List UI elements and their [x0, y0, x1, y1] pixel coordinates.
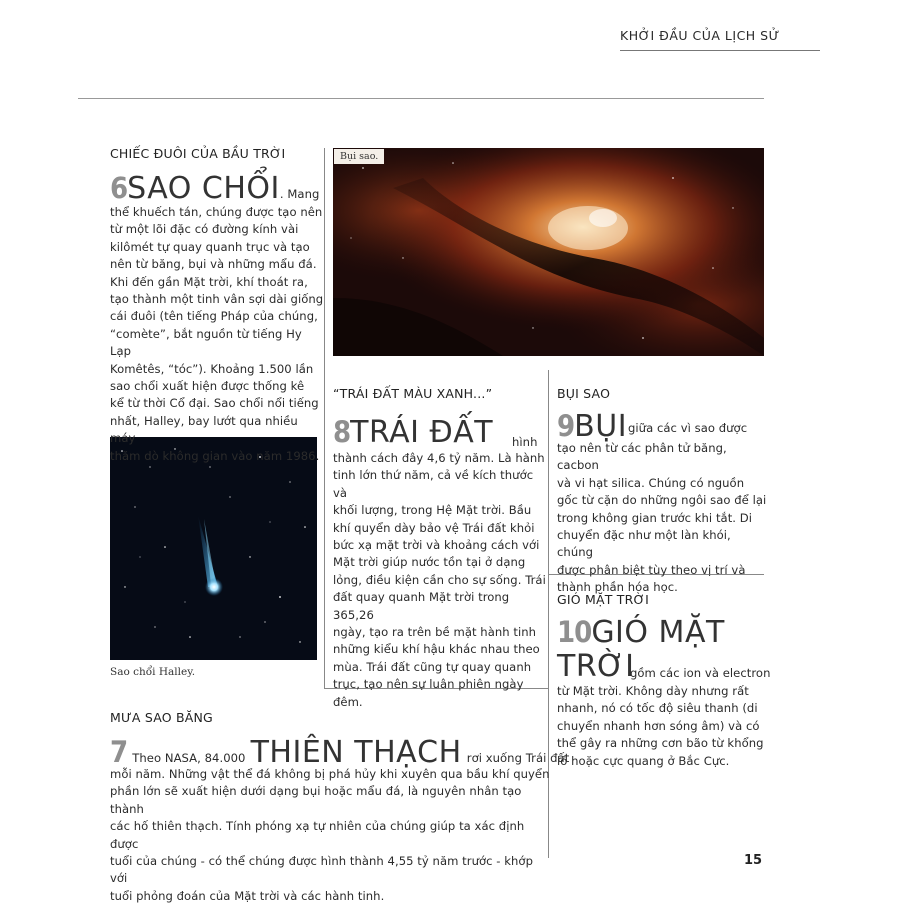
top-divider [78, 98, 764, 99]
comet-line: kilômét tự quay quanh trục và tạo [110, 239, 310, 254]
earth-kicker: “TRÁI ĐẤT MÀU XANH...” [333, 386, 493, 401]
earth-number: 8 [333, 415, 351, 449]
earth-body [333, 450, 548, 711]
meteor-pre-words: Theo NASA, 84.000 [132, 751, 246, 765]
comet-line: nên từ băng, bụi và những mẩu đá. [110, 257, 317, 272]
meteor-number: 7 [110, 735, 128, 769]
comet-line: thăm dò không gian vào năm 1986. [110, 448, 320, 463]
comet-first-words: . Mang [279, 187, 320, 201]
comet-body [110, 204, 325, 465]
earth-line: những kiểu khí hậu khác nhau theo [333, 642, 540, 657]
meteor-title: THIÊN THẠCH [250, 735, 462, 770]
comet-line: cái đuôi (tên tiếng Pháp của chúng, [110, 309, 318, 324]
comet-line: kể từ thời Cổ đại. Sao chổi nổi tiếng [110, 396, 319, 411]
dust-line: được phân biệt tùy theo vị trí và [557, 562, 746, 577]
running-head-rule [620, 50, 820, 51]
earth-line: ngày, tạo ra trên bề mặt hành tinh [333, 625, 537, 640]
comet-lead [110, 171, 320, 206]
meteor-post-words: rơi xuống Trái đất [466, 751, 570, 765]
dust-line: tạo nên từ các phân tử băng, cacbon [557, 441, 727, 473]
wind-kicker: GIÓ MẶT TRỜI [557, 592, 649, 607]
nebula-caption: Bụi sao. [334, 149, 384, 164]
comet-title: SAO CHỔI [127, 171, 280, 206]
dust-line: gốc từ cặn do những ngôi sao để lại [557, 493, 767, 508]
earth-line: lỏng, điều kiện cần cho sự sống. Trái [333, 572, 546, 587]
comet-line: từ một lõi đặc có đường kính vài [110, 222, 299, 237]
dust-line: chuyển đặc như một làn khói, chúng [557, 528, 731, 560]
earth-first-words: hình [512, 435, 538, 449]
comet-photo [110, 437, 317, 660]
wind-line: chuyển nhanh hơn sóng âm) và có [557, 718, 760, 733]
meteor-line: phần lớn sẽ xuất hiện dưới dạng bụi hoặc mẩu đá, là nguyên nhân tạo thành [110, 784, 522, 816]
earth-line: tinh lớn thứ năm, cả về kích thước và [333, 468, 534, 500]
comet-line: Komêtês, “tóc”). Khoảng 1.500 lần [110, 361, 314, 376]
earth-line: đêm. [333, 694, 363, 709]
earth-line: bức xạ mặt trời và khoảng cách với [333, 538, 540, 553]
earth-line: đất quay quanh Mặt trời trong 365,26 [333, 590, 510, 622]
comet-line: nhất, Halley, bay lướt qua nhiều máy [110, 413, 298, 446]
earth-line: khối lượng, trong Hệ Mặt trời. Bầu [333, 503, 532, 518]
earth-line: mùa. Trái đất cũng tự quay quanh [333, 659, 532, 674]
meteor-line: tuổi phỏng đoán của Mặt trời và các hành tinh. [110, 888, 385, 903]
wind-line: thể gây ra những cơn bão từ khổng [557, 736, 764, 751]
dust-kicker: BỤI SAO [557, 386, 611, 401]
comet-line: “comète”, bắt nguồn từ tiếng Hy Lạp [110, 326, 302, 359]
dust-line: và vi hạt silica. Chúng có nguồn [557, 475, 745, 490]
comet-caption: Sao chổi Halley. [110, 666, 196, 678]
wind-first-words: gồm các ion và electron [630, 666, 771, 680]
dust-body [557, 440, 767, 597]
meteor-line: mỗi năm. Những vật thể đá không bị phá hủy khi xuyên qua bầu khí quyển [110, 767, 550, 781]
dust-line: thành phần hóa học. [557, 580, 678, 595]
dust-number: 9 [557, 409, 575, 443]
comet-line: tạo thành một tinh vân sợi dài giống [110, 292, 324, 307]
wind-line: từ Mặt trời. Không dày nhưng rất [557, 684, 749, 698]
wind-number: 10 [557, 615, 592, 649]
meteor-kicker: MƯA SAO BĂNG [110, 710, 213, 725]
comet-line: thể khuếch tán, chúng được tạo nên [110, 205, 323, 219]
halley-comet-graphic [110, 437, 317, 660]
dust-line: trong không gian trước khi tắt. Di [557, 510, 753, 525]
meteor-lead [110, 735, 570, 770]
comet-line: Khi đến gần Mặt trời, khí thoát ra, [110, 274, 308, 289]
meteor-line: các hố thiên thạch. Tính phóng xạ tự nhiên của chúng giúp ta xác định được [110, 819, 525, 851]
earth-line: Mặt trời giúp nước tồn tại ở dạng [333, 555, 526, 570]
running-head: KHỞI ĐẦU CỦA LỊCH SỬ [620, 28, 780, 43]
comet-kicker: CHIẾC ĐUÔI CỦA BẦU TRỜI [110, 146, 286, 161]
wind-lead-line1 [557, 615, 725, 650]
earth-line: khí quyển dày bảo vệ Trái đất khỏi [333, 520, 535, 535]
meteor-body [110, 766, 550, 905]
comet-number: 6 [110, 171, 128, 205]
wind-title-line1: GIÓ MẶT [591, 615, 725, 650]
wind-line: lồ hoặc cực quang ở Bắc Cực. [557, 753, 730, 768]
earth-line: trục, tạo nên sự luân phiên ngày [333, 677, 524, 692]
wind-lead-line2 [557, 649, 635, 684]
dust-title: BỤI [574, 409, 628, 444]
nebula-image [333, 148, 764, 356]
nebula-graphic [333, 148, 764, 356]
dust-first-words: giữa các vì sao được [628, 421, 748, 435]
wind-line: nhanh, nó có tốc độ siêu thanh (di [557, 701, 758, 716]
wind-body [557, 683, 767, 770]
dust-lead [557, 409, 628, 444]
earth-title: TRÁI ĐẤT [350, 415, 494, 450]
wind-title-line2: TRỜI [557, 649, 635, 684]
earth-lead [333, 415, 494, 450]
page-number: 15 [744, 853, 763, 868]
earth-line: thành cách đây 4,6 tỷ năm. Là hành [333, 451, 545, 465]
meteor-line: tuổi của chúng - có thể chúng được hình thành 4,55 tỷ năm trước - khớp với [110, 854, 533, 886]
comet-line: sao chổi xuất hiện được thống kê [110, 379, 305, 394]
